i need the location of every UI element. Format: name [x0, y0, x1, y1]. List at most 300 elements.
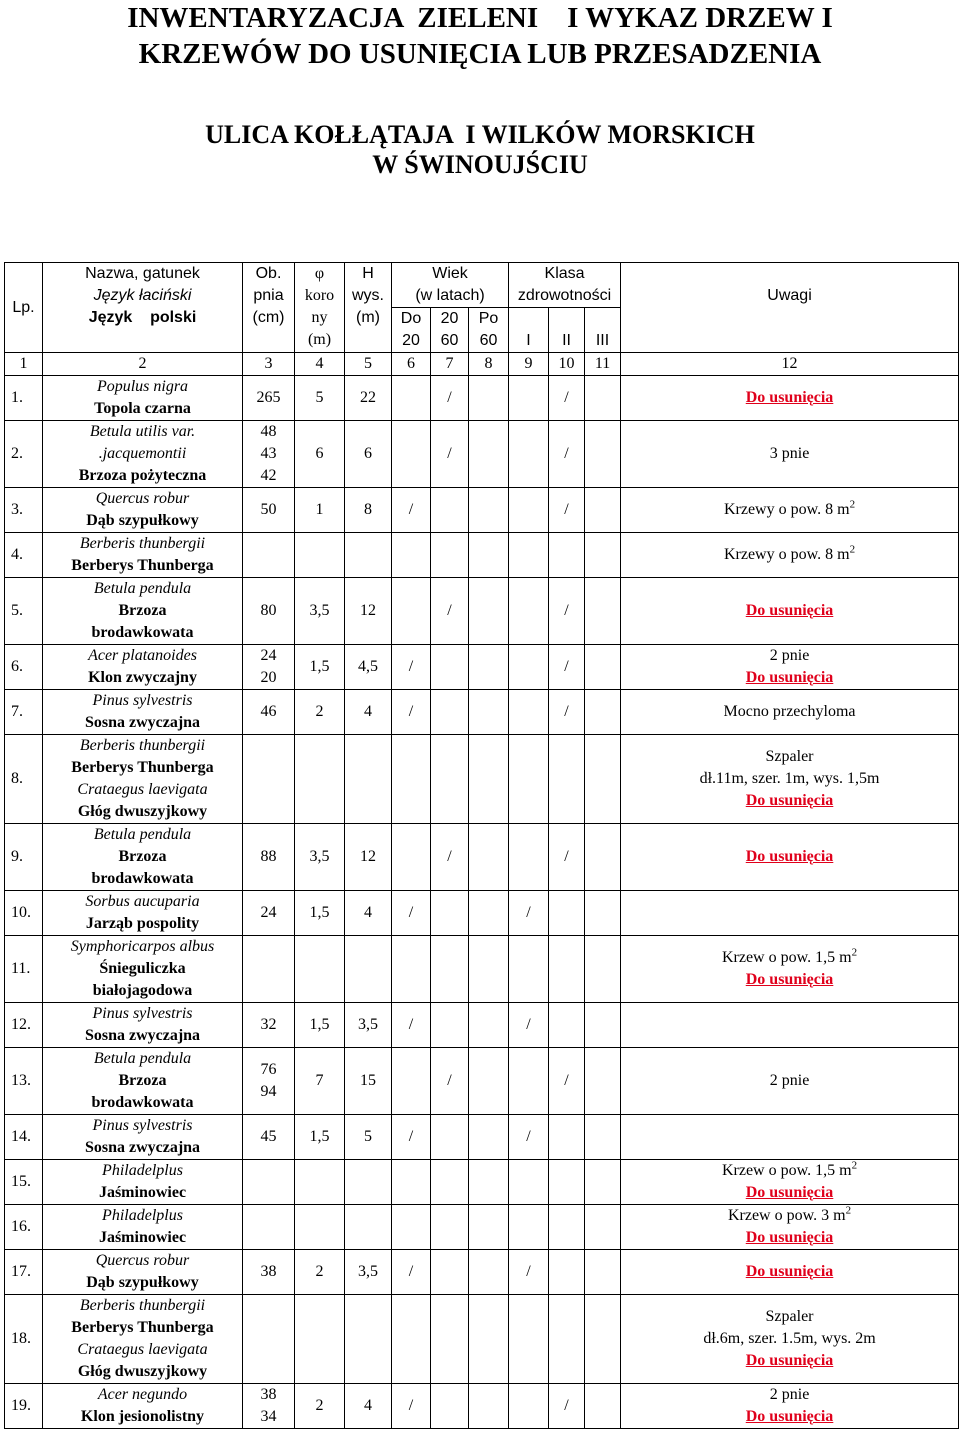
row-h	[345, 735, 392, 824]
row-po	[469, 1384, 509, 1429]
row-notes	[621, 891, 959, 936]
polish-name: Jaśminowiec	[98, 1184, 187, 1201]
note-value: 3 pnie	[769, 445, 810, 462]
header-fi-4: (m)	[307, 331, 332, 348]
row-po	[469, 1295, 509, 1384]
latin-name: Betula pendula	[93, 580, 192, 597]
row-trunk	[243, 421, 295, 488]
row-po	[469, 376, 509, 421]
row-k1: /	[509, 891, 549, 936]
subtitle-line-1: ULICA KOŁŁĄTAJA I WILKÓW MORSKICH	[205, 120, 755, 149]
removal-note	[622, 969, 957, 991]
row-trunk	[243, 1384, 295, 1429]
row-fi: 7	[295, 1048, 345, 1115]
row-do	[392, 1295, 431, 1384]
note-value: Krzewy o pow. 8 m	[723, 546, 850, 563]
row-do: /	[392, 1384, 431, 1429]
note-superscript: 2	[845, 1204, 852, 1217]
removal-note	[622, 790, 957, 812]
table-row	[5, 533, 959, 578]
note-value: Do usunięcia	[745, 602, 834, 619]
polish-name: Śnieguliczka	[99, 960, 186, 977]
row-fi: 2	[295, 1384, 345, 1429]
row-h: 6	[345, 421, 392, 488]
polish-name: Berberys Thunberga	[71, 557, 214, 574]
header-fi-3: ny	[311, 309, 328, 326]
header-wiek-2: (w latach)	[415, 287, 485, 304]
row-h: 8	[345, 488, 392, 533]
header-mid-2: 60	[440, 332, 459, 349]
row-mid: /	[431, 376, 469, 421]
title-line-2: KRZEWÓW DO USUNIĘCIA LUB PRZESADZENIA	[138, 38, 822, 70]
row-k3	[585, 1384, 621, 1429]
row-k2: /	[549, 421, 585, 488]
removal-note	[622, 600, 957, 622]
latin-name: Pinus sylvestris	[92, 1117, 193, 1134]
row-k3	[585, 1205, 621, 1250]
col-num: 2	[43, 353, 243, 376]
header-h-3: (m)	[356, 309, 380, 326]
row-notes	[621, 936, 959, 1003]
row-fi: 5	[295, 376, 345, 421]
row-k2	[549, 1003, 585, 1048]
polish-name: Klon zwyczajny	[88, 669, 197, 686]
note-text	[622, 768, 957, 790]
note-text	[622, 1160, 957, 1182]
note-text	[622, 1384, 957, 1406]
latin-name: Berberis thunbergii	[79, 1297, 206, 1314]
row-k3	[585, 936, 621, 1003]
row-h: 4	[345, 891, 392, 936]
row-fi: 1	[295, 488, 345, 533]
row-lp: 12.	[5, 1003, 43, 1048]
trunk-value: 34	[260, 1408, 277, 1425]
row-k3	[585, 891, 621, 936]
col-num: 3	[243, 353, 295, 376]
row-lp: 11.	[5, 936, 43, 1003]
removal-note	[622, 1350, 957, 1372]
row-mid: /	[431, 421, 469, 488]
polish-name: brodawkowata	[91, 624, 194, 641]
row-mid	[431, 936, 469, 1003]
row-po	[469, 1160, 509, 1205]
row-fi	[295, 533, 345, 578]
note-text	[622, 746, 957, 768]
latin-name: Betula pendula	[93, 1050, 192, 1067]
header-po-1: Po	[478, 310, 499, 327]
row-k2	[549, 936, 585, 1003]
latin-name: Symphoricarpos albus	[70, 938, 215, 955]
row-notes	[621, 376, 959, 421]
row-k3	[585, 1250, 621, 1295]
row-mid	[431, 1384, 469, 1429]
row-k3	[585, 376, 621, 421]
col-num: 8	[469, 353, 509, 376]
latin-name: Betula utilis var.	[89, 423, 196, 440]
row-k1: /	[509, 1003, 549, 1048]
row-h: 12	[345, 578, 392, 645]
header-fi-2: koro	[304, 287, 335, 304]
row-h	[345, 533, 392, 578]
row-do: /	[392, 1115, 431, 1160]
row-h: 4,5	[345, 645, 392, 690]
note-value: Krzew o pow. 1,5 m	[721, 949, 852, 966]
header-name-2: Język łaciński	[93, 287, 192, 304]
header-k1: I	[509, 308, 549, 353]
row-mid	[431, 1160, 469, 1205]
row-trunk	[243, 690, 295, 735]
document-subtitle	[0, 120, 960, 180]
col-num: 10	[549, 353, 585, 376]
row-k3	[585, 488, 621, 533]
row-trunk	[243, 1048, 295, 1115]
note-value: 2 pnie	[769, 1386, 810, 1403]
row-k1	[509, 488, 549, 533]
trunk-value: 76	[260, 1061, 277, 1078]
polish-name: Głóg dwuszyjkowy	[77, 1363, 208, 1380]
row-do	[392, 533, 431, 578]
row-k2: /	[549, 1384, 585, 1429]
row-h: 15	[345, 1048, 392, 1115]
trunk-value: 50	[260, 501, 277, 518]
table-row	[5, 735, 959, 824]
trunk-value: 48	[260, 423, 277, 440]
row-species	[43, 645, 243, 690]
polish-name: Dąb szypułkowy	[86, 1274, 199, 1291]
trunk-value: 32	[260, 1016, 277, 1033]
header-ob-1: Ob.	[255, 265, 282, 282]
row-do	[392, 824, 431, 891]
header-do	[392, 308, 431, 353]
latin-name: Acer platanoides	[88, 647, 197, 664]
row-do	[392, 735, 431, 824]
note-value: 2 pnie	[769, 647, 810, 664]
row-trunk	[243, 578, 295, 645]
table-row	[5, 1003, 959, 1048]
note-value: Do usunięcia	[745, 389, 834, 406]
row-k1	[509, 690, 549, 735]
polish-name: Sosna zwyczajna	[84, 714, 201, 731]
header-klasa-1: Klasa	[544, 265, 585, 282]
row-species	[43, 936, 243, 1003]
latin-name: Philadelplus	[102, 1207, 183, 1224]
polish-name: białojagodowa	[92, 982, 193, 999]
row-species	[43, 1295, 243, 1384]
row-lp: 10.	[5, 891, 43, 936]
row-k1	[509, 1384, 549, 1429]
row-lp: 2.	[5, 421, 43, 488]
row-do	[392, 421, 431, 488]
note-value: Szpaler	[765, 1308, 814, 1325]
row-po	[469, 578, 509, 645]
polish-name: Głóg dwuszyjkowy	[77, 803, 208, 820]
row-species	[43, 735, 243, 824]
col-num: 6	[392, 353, 431, 376]
row-po	[469, 1115, 509, 1160]
header-ob	[243, 263, 295, 353]
table-row	[5, 645, 959, 690]
row-k2	[549, 891, 585, 936]
note-value: Do usunięcia	[745, 1184, 834, 1201]
row-do: /	[392, 1250, 431, 1295]
note-text	[622, 645, 957, 667]
note-text	[622, 947, 957, 969]
row-lp: 4.	[5, 533, 43, 578]
trunk-value: 24	[260, 647, 277, 664]
row-po	[469, 1003, 509, 1048]
header-mid	[431, 308, 469, 353]
polish-name: Berberys Thunberga	[71, 759, 214, 776]
row-k2	[549, 1250, 585, 1295]
row-fi: 2	[295, 1250, 345, 1295]
trunk-value: 24	[260, 904, 277, 921]
latin-name: Pinus sylvestris	[92, 692, 193, 709]
row-mid: /	[431, 1048, 469, 1115]
row-mid	[431, 891, 469, 936]
note-value: Do usunięcia	[745, 971, 834, 988]
row-k3	[585, 645, 621, 690]
row-lp: 19.	[5, 1384, 43, 1429]
row-mid	[431, 533, 469, 578]
row-lp: 8.	[5, 735, 43, 824]
trunk-value: 42	[260, 467, 277, 484]
row-lp: 13.	[5, 1048, 43, 1115]
row-k1	[509, 1048, 549, 1115]
row-h: 12	[345, 824, 392, 891]
table-row	[5, 1205, 959, 1250]
note-value: Krzewy o pow. 8 m	[723, 501, 850, 518]
row-k2	[549, 1160, 585, 1205]
header-name-3: Język polski	[88, 309, 197, 326]
row-notes	[621, 1115, 959, 1160]
row-species	[43, 488, 243, 533]
row-trunk	[243, 533, 295, 578]
col-num: 5	[345, 353, 392, 376]
row-species	[43, 533, 243, 578]
removal-note	[622, 1406, 957, 1428]
row-k3	[585, 735, 621, 824]
row-fi: 2	[295, 690, 345, 735]
table-row	[5, 1115, 959, 1160]
row-k2	[549, 735, 585, 824]
table-row	[5, 488, 959, 533]
header-wiek	[392, 263, 509, 308]
header-wiek-1: Wiek	[432, 265, 468, 282]
row-fi	[295, 1295, 345, 1384]
row-notes	[621, 1384, 959, 1429]
header-fi	[295, 263, 345, 353]
row-species	[43, 891, 243, 936]
removal-note	[622, 667, 957, 689]
col-num: 1	[5, 353, 43, 376]
row-po	[469, 1250, 509, 1295]
note-value: Do usunięcia	[745, 669, 834, 686]
note-value: Do usunięcia	[745, 1408, 834, 1425]
row-mid	[431, 690, 469, 735]
table-row	[5, 578, 959, 645]
row-do	[392, 578, 431, 645]
header-lp: Lp.	[5, 263, 43, 353]
row-mid	[431, 645, 469, 690]
removal-note	[622, 1227, 957, 1249]
row-po	[469, 645, 509, 690]
header-klasa-2: zdrowotności	[517, 287, 612, 304]
row-fi	[295, 735, 345, 824]
row-lp: 6.	[5, 645, 43, 690]
table-row	[5, 1160, 959, 1205]
row-k1: /	[509, 1115, 549, 1160]
trunk-value: 265	[256, 389, 281, 406]
header-name	[43, 263, 243, 353]
table-row	[5, 936, 959, 1003]
table-row	[5, 1250, 959, 1295]
note-text	[622, 1306, 957, 1328]
note-text	[622, 1070, 957, 1092]
row-species	[43, 1115, 243, 1160]
polish-name: Brzoza	[118, 848, 167, 865]
header-do-2: 20	[402, 332, 420, 349]
table-row	[5, 1384, 959, 1429]
row-species	[43, 1160, 243, 1205]
row-trunk	[243, 376, 295, 421]
row-k2	[549, 533, 585, 578]
note-value: dł.6m, szer. 1.5m, wys. 2m	[703, 1330, 876, 1347]
note-value: Mocno przechyloma	[723, 703, 856, 720]
row-do	[392, 1205, 431, 1250]
row-trunk	[243, 1115, 295, 1160]
latin-name: Philadelplus	[102, 1162, 183, 1179]
removal-note	[622, 1182, 957, 1204]
trunk-value: 38	[260, 1386, 277, 1403]
row-lp: 5.	[5, 578, 43, 645]
row-k1	[509, 824, 549, 891]
row-po	[469, 735, 509, 824]
polish-name: Dąb szypułkowy	[86, 512, 199, 529]
row-mid	[431, 1003, 469, 1048]
table-row	[5, 1048, 959, 1115]
row-k1	[509, 578, 549, 645]
row-notes	[621, 421, 959, 488]
row-h	[345, 1205, 392, 1250]
row-mid	[431, 735, 469, 824]
polish-name: brodawkowata	[91, 870, 194, 887]
row-fi	[295, 1205, 345, 1250]
row-h	[345, 936, 392, 1003]
row-trunk	[243, 891, 295, 936]
row-k2: /	[549, 824, 585, 891]
row-notes	[621, 1048, 959, 1115]
header-h-2: wys.	[352, 287, 384, 304]
latin-name: Crataegus laevigata	[77, 781, 208, 798]
note-value: Do usunięcia	[745, 848, 834, 865]
row-k1	[509, 376, 549, 421]
header-mid-1: 20	[440, 310, 459, 327]
row-trunk	[243, 735, 295, 824]
row-notes	[621, 578, 959, 645]
row-species	[43, 1205, 243, 1250]
latin-name: Populus nigra	[96, 378, 189, 395]
row-fi: 1,5	[295, 891, 345, 936]
row-k2: /	[549, 578, 585, 645]
note-value: Do usunięcia	[745, 1229, 834, 1246]
row-notes	[621, 1250, 959, 1295]
header-h-1: H	[362, 265, 374, 282]
row-notes	[621, 1003, 959, 1048]
note-superscript: 2	[851, 946, 858, 959]
polish-name: Brzoza	[118, 1072, 167, 1089]
row-po	[469, 533, 509, 578]
row-trunk	[243, 1295, 295, 1384]
col-num: 4	[295, 353, 345, 376]
note-value: Do usunięcia	[745, 1263, 834, 1280]
row-k3	[585, 690, 621, 735]
row-po	[469, 1048, 509, 1115]
note-value: Krzew o pow. 1,5 m	[721, 1162, 852, 1179]
latin-name: Berberis thunbergii	[79, 737, 206, 754]
row-notes	[621, 645, 959, 690]
header-ob-3: (cm)	[252, 309, 285, 326]
row-k3	[585, 1160, 621, 1205]
row-mid: /	[431, 824, 469, 891]
latin-name: .jacquemontii	[98, 445, 187, 462]
row-species	[43, 1384, 243, 1429]
table-row	[5, 376, 959, 421]
row-k3	[585, 1048, 621, 1115]
row-fi: 1,5	[295, 1115, 345, 1160]
row-po	[469, 690, 509, 735]
trunk-value: 38	[260, 1263, 277, 1280]
row-k1	[509, 645, 549, 690]
note-text	[622, 701, 957, 723]
note-text	[622, 443, 957, 465]
latin-name: Berberis thunbergii	[79, 535, 206, 552]
row-k1	[509, 1205, 549, 1250]
note-text	[622, 1328, 957, 1350]
row-h: 3,5	[345, 1250, 392, 1295]
row-k2: /	[549, 488, 585, 533]
polish-name: Topola czarna	[94, 400, 191, 417]
row-lp: 15.	[5, 1160, 43, 1205]
table-row	[5, 421, 959, 488]
row-mid	[431, 1205, 469, 1250]
row-po	[469, 891, 509, 936]
latin-name: Pinus sylvestris	[92, 1005, 193, 1022]
row-fi: 3,5	[295, 824, 345, 891]
row-k2: /	[549, 376, 585, 421]
note-value: Do usunięcia	[745, 792, 834, 809]
row-k3	[585, 1115, 621, 1160]
row-po	[469, 421, 509, 488]
latin-name: Acer negundo	[97, 1386, 188, 1403]
header-do-1: Do	[400, 310, 422, 327]
trunk-value: 43	[260, 445, 277, 462]
row-notes	[621, 735, 959, 824]
latin-name: Quercus robur	[95, 490, 190, 507]
row-lp: 14.	[5, 1115, 43, 1160]
row-k3	[585, 578, 621, 645]
table-row	[5, 1295, 959, 1384]
trunk-value: 88	[260, 848, 277, 865]
row-trunk	[243, 936, 295, 1003]
row-species	[43, 1250, 243, 1295]
row-h: 22	[345, 376, 392, 421]
row-species	[43, 824, 243, 891]
note-value: Krzew o pow. 3 m	[727, 1207, 846, 1224]
header-h	[345, 263, 392, 353]
row-lp: 3.	[5, 488, 43, 533]
note-text	[622, 499, 957, 521]
row-notes	[621, 690, 959, 735]
